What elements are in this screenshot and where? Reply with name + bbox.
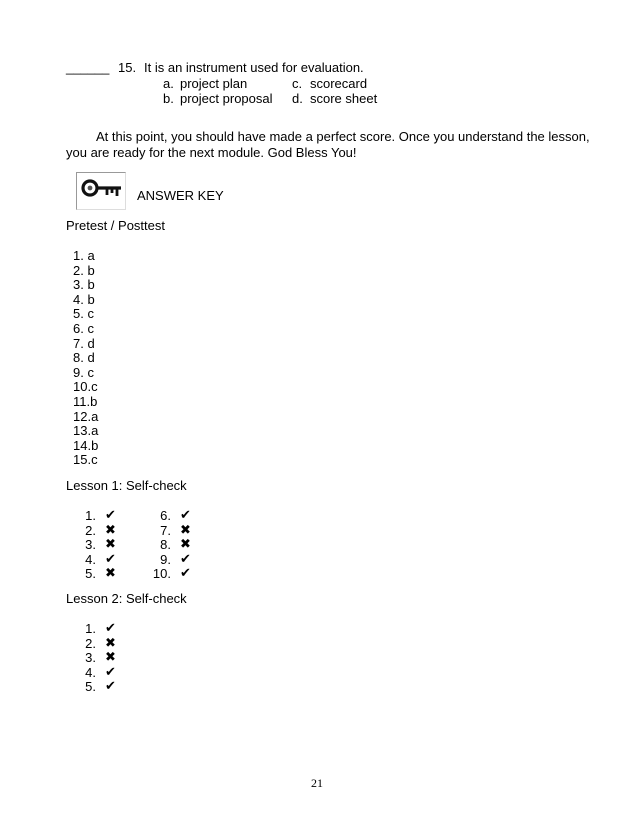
pretest-answer: 4. b xyxy=(73,291,95,307)
lesson1-item-mark-icon: ✔ xyxy=(180,566,191,582)
option-c-text: scorecard xyxy=(310,76,368,91)
closing-line-2: you are ready for the next module. God Bless You! xyxy=(66,145,357,160)
lesson2-item-mark-icon: ✔ xyxy=(105,679,116,695)
lesson1-item-mark-icon: ✔ xyxy=(180,551,191,567)
pretest-answer: 2. b xyxy=(73,262,95,278)
lesson1-item-mark-icon: ✔ xyxy=(105,508,116,523)
pretest-answer: 7. d xyxy=(73,335,95,351)
pretest-answer: 12.a xyxy=(73,408,99,424)
pretest-answer: 9. c xyxy=(73,364,94,380)
lesson2-item-number: 2. xyxy=(85,635,96,651)
closing-line-1: At this point, you should have made a perfect score. Once you understand the lesson, xyxy=(96,129,590,144)
lesson1-item-mark-icon: ✖ xyxy=(180,537,191,553)
lesson1-item-number: 7. xyxy=(160,522,171,538)
lesson1-item-number: 9. xyxy=(160,551,171,567)
lesson1-item-number: 8. xyxy=(160,537,171,553)
pretest-answer: 10.c xyxy=(73,379,98,395)
pretest-answer: 6. c xyxy=(73,321,94,336)
lesson2-item-number: 4. xyxy=(85,664,96,680)
lesson2-item-mark-icon: ✔ xyxy=(105,621,116,636)
key-icon xyxy=(81,177,123,205)
pretest-answer: 13.a xyxy=(73,423,99,439)
pretest-answer: 5. c xyxy=(73,306,94,322)
lesson2-item-number: 1. xyxy=(85,621,96,636)
lesson2-item-number: 5. xyxy=(85,679,96,695)
answer-key-title: ANSWER KEY xyxy=(137,188,224,203)
lesson1-item-number: 1. xyxy=(85,508,96,523)
page-number: 21 xyxy=(311,776,323,790)
lesson1-item-number: 10. xyxy=(152,566,171,582)
pretest-answer: 3. b xyxy=(73,277,95,293)
pretest-heading: Pretest / Posttest xyxy=(66,218,165,233)
lesson2-heading: Lesson 2: Self-check xyxy=(66,591,187,606)
lesson1-item-number: 6. xyxy=(160,508,171,523)
option-d-text: score sheet xyxy=(310,91,378,106)
option-b-text: project proposal xyxy=(180,91,273,106)
lesson1-item-number: 5. xyxy=(85,566,96,582)
question-number: 15. xyxy=(118,60,137,75)
option-a-text: project plan xyxy=(180,76,248,91)
lesson1-item-mark-icon: ✔ xyxy=(180,508,191,523)
lesson1-heading: Lesson 1: Self-check xyxy=(66,478,187,493)
lesson1-item-number: 3. xyxy=(85,537,96,553)
pretest-answer: 15.c xyxy=(73,452,98,468)
pretest-answer: 11.b xyxy=(73,394,98,409)
option-c-letter: c. xyxy=(292,76,303,91)
lesson1-item-mark-icon: ✖ xyxy=(105,566,116,582)
lesson2-item-mark-icon: ✖ xyxy=(105,635,116,651)
lesson2-item-mark-icon: ✖ xyxy=(105,650,116,666)
pretest-answer: 1. a xyxy=(73,248,95,263)
lesson2-item-number: 3. xyxy=(85,650,96,666)
key-icon-frame xyxy=(76,172,126,210)
lesson1-item-mark-icon: ✖ xyxy=(105,522,116,538)
option-d-letter: d. xyxy=(292,91,303,106)
option-a-letter: a. xyxy=(163,76,174,91)
lesson2-item-mark-icon: ✔ xyxy=(105,664,116,680)
lesson1-item-number: 2. xyxy=(85,522,96,538)
lesson1-item-mark-icon: ✖ xyxy=(180,522,191,538)
lesson1-item-mark-icon: ✖ xyxy=(105,537,116,553)
lesson1-item-mark-icon: ✔ xyxy=(105,551,116,567)
answer-blank: ______ xyxy=(66,60,110,75)
lesson1-item-number: 4. xyxy=(85,551,96,567)
pretest-answer: 14.b xyxy=(73,437,99,453)
question-text: It is an instrument used for evaluation. xyxy=(144,60,364,75)
option-b-letter: b. xyxy=(163,91,174,106)
pretest-answer: 8. d xyxy=(73,350,95,366)
